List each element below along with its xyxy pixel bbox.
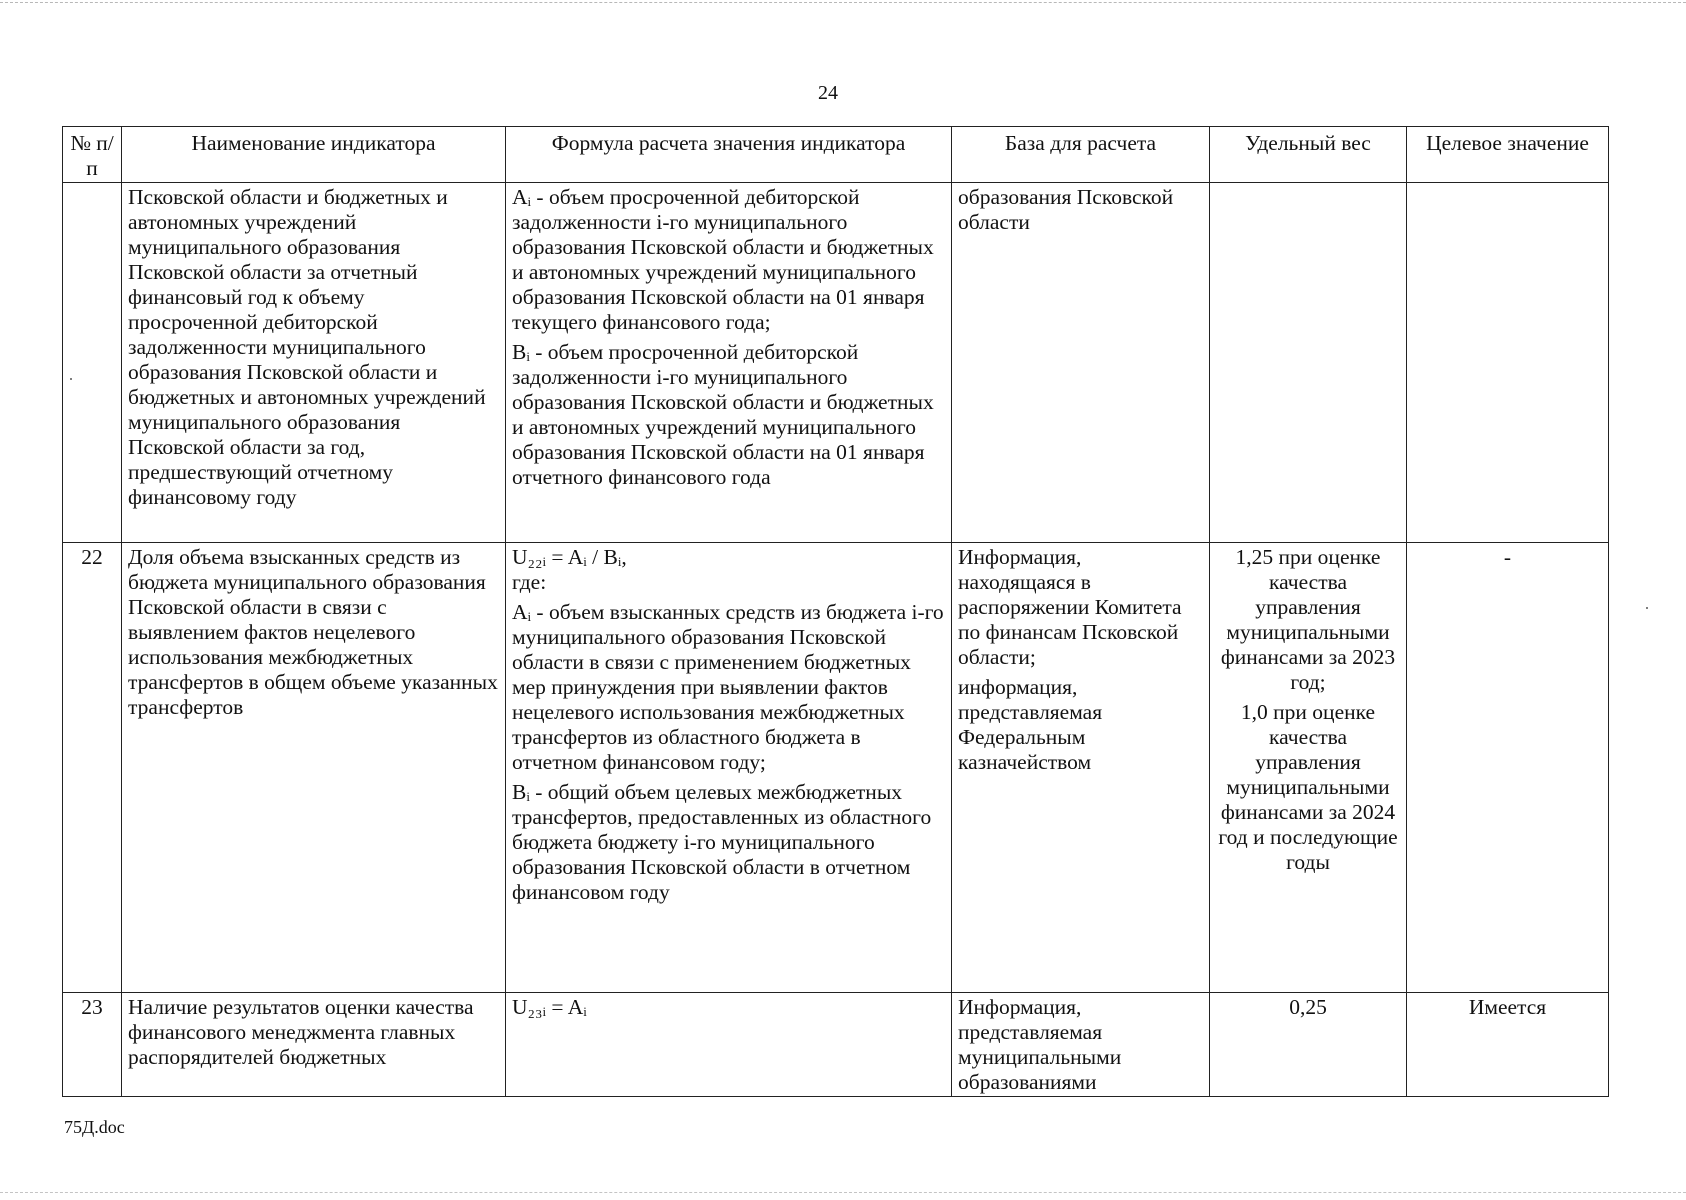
indicator-name: Доля объема взысканных средств из бюджета муниципального образования Псковской области в связи с выявлением фактов нецелевого использования межбюджетных трансфертов в общем объеме указанных трансфертов [122, 543, 506, 993]
row-number: 22 [63, 543, 122, 993]
indicator-name: Наличие результатов оценки качества финансового менеджмента главных распорядителей бюджетных [122, 993, 506, 1097]
formula-cell [506, 993, 952, 1097]
formula-line: U₂₃ᵢ = Aᵢ [512, 995, 587, 1019]
weight-line: 0,25 [1289, 995, 1327, 1019]
scan-speck [1646, 607, 1648, 609]
header-num: № п/п [63, 127, 122, 183]
indicator-table [62, 126, 1609, 1097]
formula-line: U₂₂ᵢ = Aᵢ / Bᵢ, [512, 545, 627, 569]
formula-cell [506, 183, 952, 543]
header-calculation-base: База для расчета [952, 127, 1210, 183]
base-line: Информация, находящаяся в распоряжении Комитета по финансам Псковской области; [958, 545, 1182, 669]
base-line: образования Псковской области [958, 185, 1174, 234]
header-target-value: Целевое значение [1407, 127, 1609, 183]
scan-edge-top [0, 2, 1686, 3]
formula-line: Aᵢ - объем просроченной дебиторской задолженности i-го муниципального образования Псковской области и бюджетных и автономных учреждений муниципального образования Псковской области на 01 января текущего финансового года; [512, 185, 934, 334]
table-row [63, 543, 1609, 993]
weight-cell [1210, 183, 1407, 543]
base-line: Информация, представляемая муниципальными образованиями [958, 995, 1122, 1094]
header-formula: Формула расчета значения индикатора [506, 127, 952, 183]
formula-line: Aᵢ - объем взысканных средств из бюджета i-го муниципального образования Псковской области в связи с применением бюджетных мер принуждения при выявлении фактов нецелевого использования межбюджетных трансфертов из областного бюджета в отчетном финансовом году; [512, 600, 944, 774]
scan-edge-bottom [0, 1192, 1686, 1193]
weight-line: 1,0 при оценке качества управления муниципальными финансами за 2024 год и последующие годы [1218, 700, 1398, 874]
weight-cell [1210, 993, 1407, 1097]
target-value: - [1407, 543, 1609, 993]
header-weight: Удельный вес [1210, 127, 1407, 183]
weight-cell [1210, 543, 1407, 993]
formula-line: где: [512, 570, 547, 594]
base-cell [952, 993, 1210, 1097]
table-row [63, 993, 1609, 1097]
table-row [63, 183, 1609, 543]
weight-line: 1,25 при оценке качества управления муниципальными финансами за 2023 год; [1220, 545, 1396, 694]
formula-line: Bᵢ - общий объем целевых межбюджетных трансфертов, предоставленных из областного бюджета бюджету i-го муниципального образования Псковской области в отчетном финансовом году [512, 780, 932, 904]
formula-line: Bᵢ - объем просроченной дебиторской задолженности i-го муниципального образования Псковской области и бюджетных и автономных учреждений муниципального образования Псковской области на 01 января отчетного финансового года [512, 340, 934, 489]
target-value [1407, 183, 1609, 543]
scan-speck [70, 378, 72, 380]
footer-filename: 75Д.doc [64, 1117, 125, 1137]
base-cell [952, 183, 1210, 543]
formula-cell [506, 543, 952, 993]
page-number: 24 [818, 82, 838, 104]
row-number: 23 [63, 993, 122, 1097]
table-header-row [63, 127, 1609, 183]
base-cell [952, 543, 1210, 993]
target-value: Имеется [1407, 993, 1609, 1097]
base-line: информация, представляемая Федеральным казначейством [958, 675, 1103, 774]
row-number [63, 183, 122, 543]
header-indicator-name: Наименование индикатора [122, 127, 506, 183]
indicator-name: Псковской области и бюджетных и автономных учреждений муниципального образования Псковской области за отчетный финансовый год к объему просроченной дебиторской задолженности муниципального образования Псковской области и бюджетных и автономных учреждений муниципального образования Псковской области за год, предшествующий отчетному финансовому году [122, 183, 506, 543]
